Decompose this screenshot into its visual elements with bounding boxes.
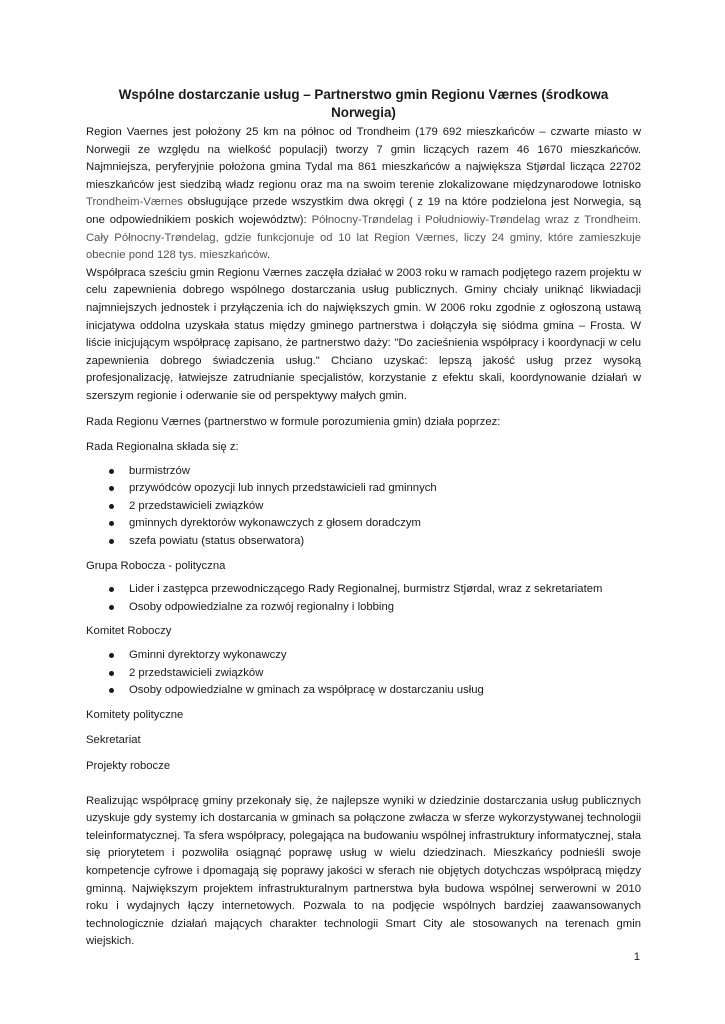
bullet-icon	[109, 587, 114, 592]
paragraph-council-composition: Rada Regionalna składa się z:	[86, 441, 239, 454]
bullet-icon	[109, 605, 114, 610]
list-item	[86, 665, 641, 683]
list-item	[86, 463, 641, 481]
heading-working-group: Grupa Robocza - polityczna	[86, 559, 226, 572]
paragraph-cooperation-history: Współpraca sześciu gmin Regionu Værnes zaczęła działać w 2003 roku w ramach podjętego razem projektu w celu zapewnienia dobrego wspólnego dostarczania usług publicznych. Gminy chciały uniknąć likwiadacji najmniejszych jednostek i przyłączenia ich do największych gmin. W 2006 roku zgodnie z ogłoszoną ustawą inicjatywa oddolna uzyskała status między gminego partnerstwa i dołączyła się siódma gmina – Frosta. W liście inicjującym współpracę zapisano, że partnerstwo daży: "Do zacieśnienia współpracy i koordynacji w celu zapewnienia dobrego świadczenia usług." Chciano uzyskać: lepszą jakość usług przez wysoką profesjonalizację, łatwiejsze zatrudnianie specjalistów, korzystanie z efektu skali, koordynowanie działań w szerszym regionie i oderwanie sie od perspektywy małych gmin.	[86, 266, 641, 402]
list-working-group	[86, 581, 641, 616]
bullet-icon	[109, 504, 114, 509]
list-item-text: Osoby odpowiedzialne w gminach za współpracę w dostarczaniu usług	[129, 684, 484, 697]
list-item	[86, 647, 641, 665]
list-item-text: szefa powiatu (status obserwatora)	[129, 535, 305, 548]
heading-work-projects: Projekty robocze	[86, 760, 171, 772]
paragraph-region-intro	[86, 124, 641, 265]
list-item	[86, 581, 641, 599]
paragraph-region-intro-text-a: Region Vaernes jest położony 25 km na północ od Trondheim (179 692 mieszkańców – czwarte miasto w Norwegii ze względu na wielkość populacji) tworzy 7 gmin liczących razem 46 1670 mieszkańców. Najmniejsza, peryferyjnie położona gmina Tydal ma 861 mieszkańców a największa Stjørdal licząca 22702 mieszkańców jest siedzibą władz regionu oraz ma na swoim terenie zlokalizowane międzynarodowe lotnisko	[86, 126, 641, 191]
heading-secretariat: Sekretariat	[86, 734, 141, 747]
bullet-icon	[109, 469, 114, 474]
list-item-text: burmistrzów	[129, 464, 190, 477]
list-item-text: 2 przedstawicieli związków	[129, 666, 264, 679]
page-number: 1	[633, 951, 640, 963]
list-working-committee	[86, 647, 641, 700]
list-item-text: gminnych dyrektorów wykonawczych z głosem doradczym	[129, 517, 421, 530]
list-item-text: Osoby odpowiedzialne za rozwój regionalny i lobbing	[129, 600, 395, 613]
paragraph-region-intro-end: .	[266, 249, 271, 262]
list-item	[86, 480, 641, 498]
list-item-text: przywódców opozycji lub innych przedstawicieli rad gminnych	[129, 482, 437, 495]
paragraph-region-intro-text-b: obsługujące przede wszystkim dwa okręgi ( z 19 na które podzielona jest Norwegia, są one odpowiednikiem poskich województw):	[86, 196, 641, 226]
list-item-text: 2 przedstawicieli związków	[129, 499, 264, 512]
paragraph-ict-cooperation: Realizując współpracę gminy przekonały się, że najlepsze wyniki w dziedzinie dostarczania usług publicznych uzyskuje gdy systemy ich dostarcania w gminach sa połączone zwłacza w sferze wykorzystywanej technologii teleinformatycznej. Ta sfera współpracy, polegająca na budowaniu wspólnej infrastruktury informatycznej, stała się priorytetem i pozwoliła osiągnąć poprawę usług w wielu dziedzinach. Mieszkańcy podnieśli swoje kompetencje cyfrowe i dpomagają się poprawy jakości w sferach nie objętych dotychczas współpracą między gminną. Największym projektem infrastrukturalnym partnerstwa była budowa wspólnej serwerowni w 2010 roku i wydajnych łączy internetowych. Pozwala to na podjęcie wspólnych bardziej zaawansowanych technologicznie działań mających charakter technologii Smart City ale stosowanych na terenach gmin wiejskich.	[86, 794, 641, 948]
bullet-icon	[109, 671, 114, 676]
airport-name: Trondheim-Værnes	[86, 196, 183, 209]
paragraph-council-intro: Rada Regionu Værnes (partnerstwo w formule porozumienia gmin) działa poprzez:	[86, 415, 501, 428]
list-item-text: Lider i zastępca przewodniczącego Rady Regionalnej, burmistrz Stjørdal, wraz z sekretariatem	[129, 583, 603, 596]
heading-political-committees: Komitety polityczne	[86, 708, 184, 721]
document-body	[86, 124, 641, 951]
list-item-text: Gminni dyrektorzy wykonawczy	[129, 649, 287, 662]
list-item	[86, 682, 641, 700]
document-title: Wspólne dostarczanie usług – Partnerstwo gmin Regionu Værnes (środkowa Norwegia)	[118, 87, 609, 120]
list-council-members	[86, 463, 641, 551]
list-item	[86, 515, 641, 533]
bullet-icon	[109, 653, 114, 658]
bullet-icon	[109, 486, 114, 491]
heading-working-committee: Komitet Roboczy	[86, 625, 172, 638]
bullet-icon	[109, 688, 114, 693]
list-item	[86, 599, 641, 617]
paragraph-region-intro-text-c: Północny-Trøndelag i Południowiy-Trøndelag wraz z Trondheim. Cały Północny-Trøndelag, gdzie funkcjonuje od 10 lat Region Værnes, liczy 24 gminy, które zamieszkuje obecnie pond 128 tys. mieszkańców	[86, 213, 641, 262]
list-item	[86, 533, 641, 551]
bullet-icon	[109, 539, 114, 544]
bullet-icon	[109, 521, 114, 526]
list-item	[86, 498, 641, 516]
